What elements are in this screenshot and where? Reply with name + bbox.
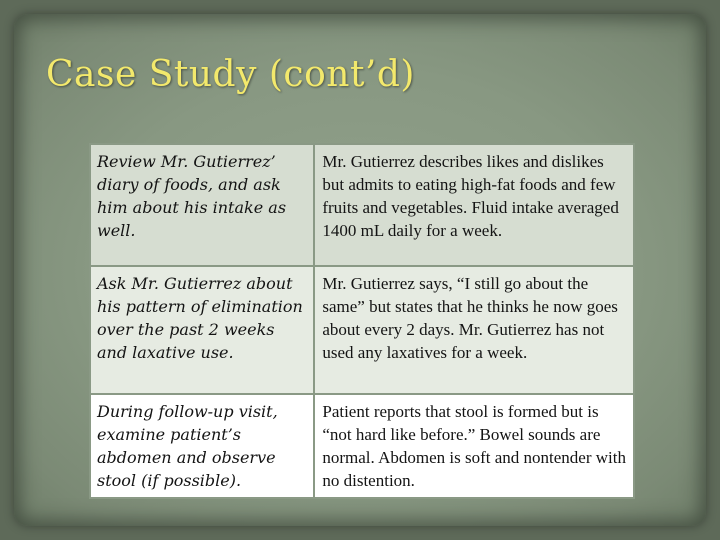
patient-finding-cell: Mr. Gutierrez says, “I still go about the same” but states that he thinks he now goes about every 2 days. Mr. Gutierrez has not used any laxatives for a week. xyxy=(313,267,633,393)
patient-finding-cell: Mr. Gutierrez describes likes and dislikes but admits to eating high-fat foods and few fruits and vegetables. Fluid intake averaged 1400 mL daily for a week. xyxy=(313,145,633,265)
nursing-action-cell: Review Mr. Gutierrez’ diary of foods, and ask him about his intake as well. xyxy=(91,145,313,265)
slide-title: Case Study (cont’d) xyxy=(46,54,415,95)
table-row xyxy=(89,393,635,499)
patient-finding-cell: Patient reports that stool is formed but is “not hard like before.” Bowel sounds are normal. Abdomen is soft and nontender with no distention. xyxy=(313,395,633,497)
case-study-table xyxy=(89,143,635,499)
table-row xyxy=(89,265,635,393)
nursing-action-cell: Ask Mr. Gutierrez about his pattern of elimination over the past 2 weeks and laxative use. xyxy=(91,267,313,393)
table-row xyxy=(89,143,635,265)
nursing-action-cell: During follow-up visit, examine patient’s abdomen and observe stool (if possible). xyxy=(91,395,313,497)
